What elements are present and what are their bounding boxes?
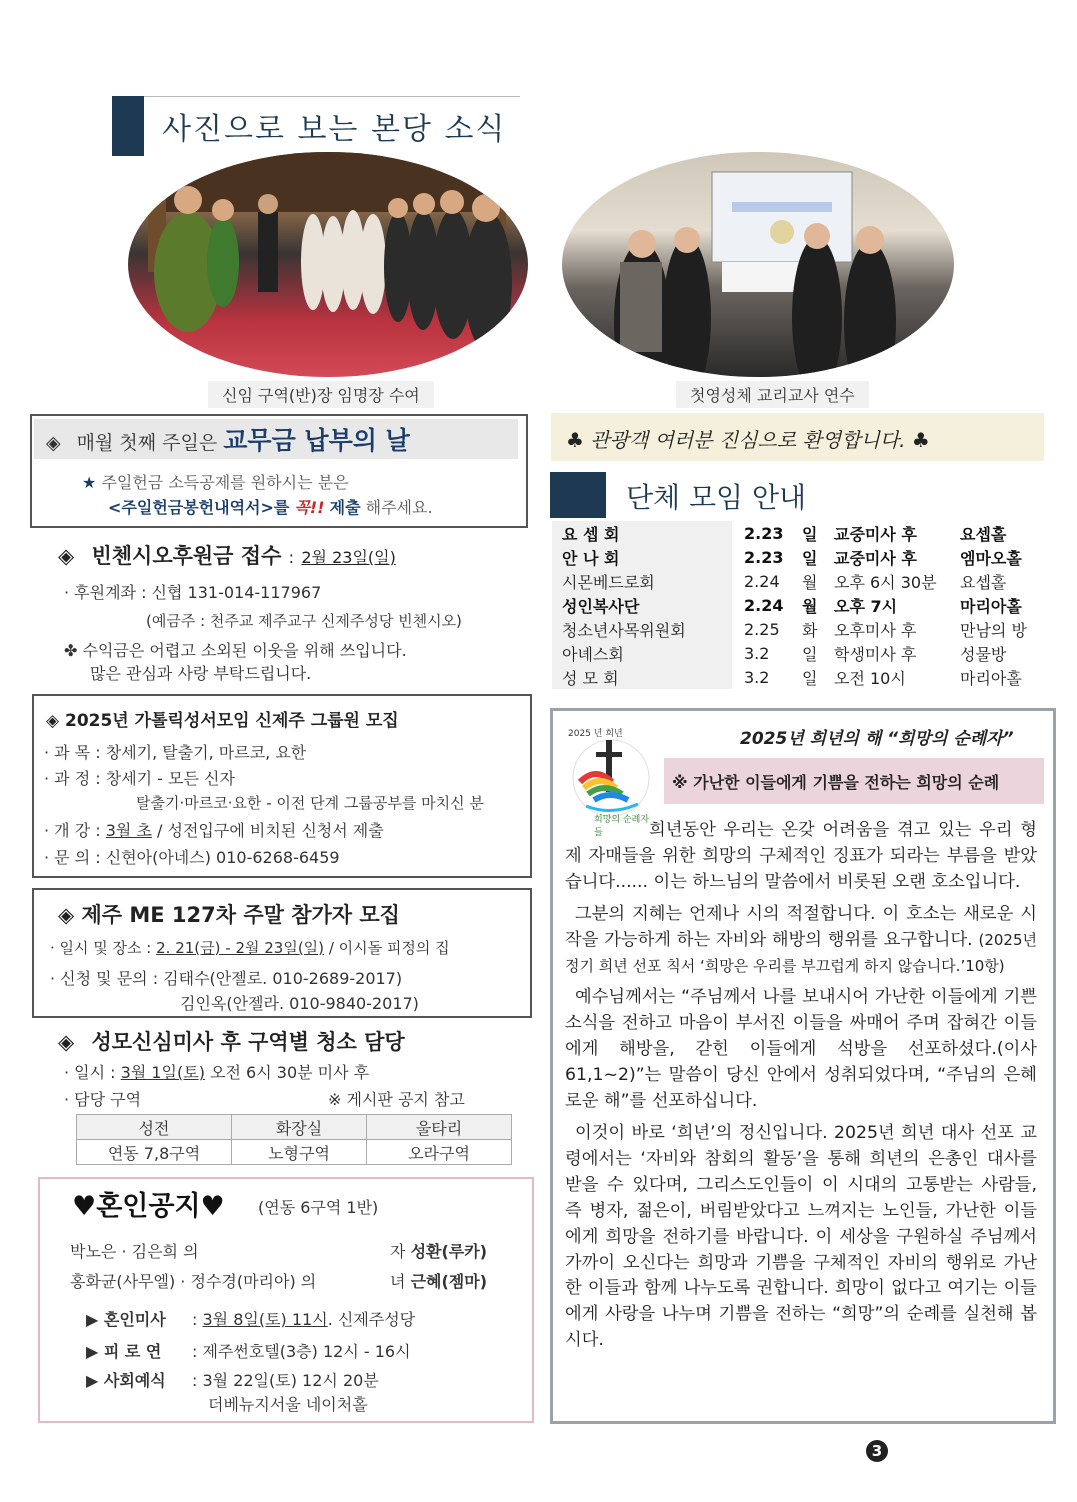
bible-study-title: ◈ 2025년 가톨릭성서모임 신제주 그룹원 모집 xyxy=(46,711,399,731)
vincent-holder: (예금주 : 천주교 제주교구 신제주성당 빈첸시오) xyxy=(146,612,462,630)
table-cell: 노형구역 xyxy=(232,1140,367,1165)
bible-contact: · 문 의 : 신현아(아네스) 010-6268-6459 xyxy=(44,848,340,867)
schedule-place: 만남의 방 xyxy=(960,620,1027,640)
groups-accent-bar xyxy=(550,472,606,518)
schedule-name: 안 나 회 xyxy=(552,545,732,569)
table-cell: 연동 7,8구역 xyxy=(77,1140,232,1165)
groom-parents: 박노은 · 김은희 의 xyxy=(70,1242,199,1261)
schedule-time: 교중미사 후 xyxy=(834,548,917,568)
photo-training-scene xyxy=(562,152,954,377)
schedule-date: 3.2 xyxy=(744,643,770,663)
me-place: · 일시 및 장소 : 2. 21(금) - 2월 23일(일) / 이시돌 피정의 집 xyxy=(50,939,450,957)
cleaning-title: ◈ 성모신심미사 후 구역별 청소 담당 xyxy=(58,1030,405,1054)
me-apply: 김인옥(안젤라. 010-9840-2017) xyxy=(180,994,419,1013)
cleaning-notice: ※ 게시판 공지 참고 xyxy=(328,1090,465,1109)
jubilee-body xyxy=(565,818,1037,1354)
star-icon: ★ xyxy=(82,473,97,492)
schedule-place: 마리아홀 xyxy=(960,668,1022,688)
schedule-place: 마리아홀 xyxy=(960,596,1022,616)
bride-parents: 홍화균(사무엘) · 정수경(마리아) 의 xyxy=(70,1272,317,1291)
schedule-date: 2.24 xyxy=(744,571,780,591)
vincent-title: ◈ 빈첸시오후원금 접수 : 2월 23일(일) xyxy=(58,544,396,568)
page-title: 사진으로 보는 본당 소식 xyxy=(162,112,507,147)
ceremony-venue: 더베뉴지서울 네이처홀 xyxy=(208,1395,368,1414)
schedule-name: 요 셉 회 xyxy=(552,521,732,545)
schedule-day: 일 xyxy=(802,548,818,568)
bible-opening: · 개 강 : 3월 초 / 성전입구에 비치된 신청서 제출 xyxy=(44,821,384,840)
schedule-row xyxy=(552,665,1027,689)
schedule-place: 엠마오홀 xyxy=(960,548,1022,568)
vincent-note: 많은 관심과 사랑 부탁드립니다. xyxy=(90,664,312,683)
schedule-place: 성물방 xyxy=(960,644,1007,664)
logo-text: 2025 년 희년 xyxy=(568,729,623,739)
jubilee-logo-graphic xyxy=(566,726,656,824)
schedule-row xyxy=(552,521,1027,545)
schedule-day: 화 xyxy=(802,620,818,640)
photo-caption: 신임 구역(반)장 임명장 수여 xyxy=(208,381,434,408)
schedule-date: 2.24 xyxy=(744,595,784,615)
marriage-title: ♥혼인공지♥ xyxy=(72,1191,225,1222)
jubilee-paragraph: 예수님께서는 “주님께서 나를 보내시어 가난한 이들에게 기쁜 소식을 전하고 마음이 부서진 이들을 싸매어 주며 잡혀간 이들에게 해방을, 갇힌 이들에게 석방을 선포하셨다.(이사61,1~2)”는 말씀이 당신 안에서 성취되었다며, “주님의 은혜로운 해”를 선포하십니다. xyxy=(565,987,1037,1112)
photo-caption: 첫영성체 교리교사 연수 xyxy=(676,381,869,408)
table-cell: 오라구역 xyxy=(367,1140,512,1165)
cleaning-table xyxy=(76,1114,512,1165)
schedule-date: 3.2 xyxy=(744,667,770,687)
schedule-day: 일 xyxy=(802,668,818,688)
bible-course: · 과 정 : 창세기 - 모든 신자 xyxy=(44,769,235,788)
schedule-name: 시몬베드로회 xyxy=(552,569,732,593)
table-header: 울타리 xyxy=(367,1115,512,1140)
schedule-name: 성 모 회 xyxy=(552,665,732,689)
table-header: 화장실 xyxy=(232,1115,367,1140)
jubilee-subtitle: ※ 가난한 이들에게 기쁨을 전하는 희망의 순례 xyxy=(672,773,1000,792)
cleaning-time: · 일시 : 3월 1일(토) 오전 6시 30분 미사 후 xyxy=(64,1063,370,1082)
schedule-place: 요셉홀 xyxy=(960,524,1007,544)
bible-subject: · 과 목 : 창세기, 탈출기, 마르코, 요한 xyxy=(44,743,307,762)
schedule-date: 2.25 xyxy=(744,619,780,639)
ceremony-info: : 3월 22일(토) 12시 20분 xyxy=(192,1371,379,1390)
schedule-day: 일 xyxy=(802,524,818,544)
schedule-name: 성인복사단 xyxy=(552,593,732,617)
schedule-time: 학생미사 후 xyxy=(834,644,917,664)
offering-day-title: ◈ 매월 첫째 주일은 교무금 납부의 날 xyxy=(46,426,410,455)
schedule-row xyxy=(552,545,1027,569)
schedule-row xyxy=(552,593,1027,617)
offering-day-line: <주일헌금봉헌내역서>를 꼭!! 제출 해주세요. xyxy=(108,498,433,517)
reception-info: : 제주썬호텔(3층) 12시 - 16시 xyxy=(192,1342,411,1361)
schedule-day: 월 xyxy=(802,596,818,616)
photo-appointment-ceremony xyxy=(128,152,528,377)
schedule-day: 일 xyxy=(802,644,818,664)
bible-course-advanced: 탈출기·마르코·요한 - 이전 단계 그룹공부를 마치신 분 xyxy=(136,794,484,812)
groom: 자 성환(루카) xyxy=(390,1242,488,1261)
schedule-row xyxy=(552,641,1027,665)
jubilee-header: 2025년 희년의 해 “희망의 순례자” xyxy=(740,729,1014,749)
groups-schedule xyxy=(552,521,1027,689)
schedule-name: 아녜스회 xyxy=(552,641,732,665)
schedule-row xyxy=(552,617,1027,641)
header-accent-bar xyxy=(112,96,144,156)
cleaning-dist: · 담당 구역 xyxy=(64,1090,142,1109)
page-number: 3 xyxy=(866,1440,888,1462)
jubilee-paragraph: 희년동안 우리는 온갖 어려움을 겪고 있는 우리 형제 자매들을 위한 희망의 구체적인 징표가 되라는 부름을 받았습니다...... 이는 하느님의 말씀에서 비롯된 오랜 호소입니다. xyxy=(565,820,1037,892)
schedule-time: 오후 6시 30분 xyxy=(834,572,937,592)
jubilee-logo xyxy=(566,726,656,838)
schedule-date: 2.23 xyxy=(744,523,784,543)
schedule-time: 오전 10시 xyxy=(834,668,906,688)
ceremony-label: ▶ 사회예식 xyxy=(86,1371,166,1390)
logo-text: 희망의 순례자들 xyxy=(594,815,650,838)
vincent-note: ✤ 수익금은 어렵고 소외된 이웃을 위해 쓰입니다. xyxy=(64,641,407,660)
tourist-welcome: ♣ 관광객 여러분 진심으로 환영합니다. ♣ xyxy=(566,428,930,452)
flower-icon: ✤ xyxy=(64,641,78,660)
schedule-day: 월 xyxy=(802,572,818,592)
schedule-name: 청소년사목위원회 xyxy=(552,617,732,641)
marriage-district: (연동 6구역 1반) xyxy=(258,1198,379,1217)
jubilee-paragraph: 그분의 지혜는 언제나 시의 적절합니다. 이 호소는 새로운 시작을 가능하게 하는 자비와 해방의 행위를 요구합니다. (2025년 정기 희년 선포 칙서 ‘희망은 우리를 부끄럽게 하지 않습니다.’10항) xyxy=(565,903,1038,975)
wedding-mass-label: ▶ 혼인미사 xyxy=(86,1310,166,1329)
jubilee-paragraph: 이것이 바로 ‘희년’의 정신입니다. 2025년 희년 대사 선포 교령에서는 ‘자비와 참회의 활동’을 통해 희년의 은총인 대사를 받을 수 있다며, 그리스도인들이 이 시대의 고통받는 사람들, 즉 병자, 젊은이, 버림받았다고 느껴지는 노인들, 가난한 이들에게 희망을 전하기를 바랍니다. 이 세상을 구원하실 주님께서 가까이 오신다는 희망과 기쁨을 구체적인 자비의 행위로 가난한 이들과 함께 나누도록 권합니다. 희망이 없다고 여기는 이들에게 사랑을 나누며 기쁨을 전하는 “희망”의 순례를 실천해 봅시다. xyxy=(565,1122,1037,1351)
schedule-date: 2.23 xyxy=(744,547,784,567)
groups-title: 단체 모임 안내 xyxy=(626,481,807,514)
wedding-mass-info: : 3월 8일(토) 11시. 신제주성당 xyxy=(192,1310,416,1329)
reception-label: ▶ 피 로 연 xyxy=(86,1342,162,1361)
offering-day-highlight: 교무금 납부의 날 xyxy=(223,426,410,455)
bride: 녀 근혜(젬마) xyxy=(390,1272,488,1291)
me-apply: · 신청 및 문의 : 김태수(안젤로. 010-2689-2017) xyxy=(50,969,403,988)
me-weekend-title: ◈ 제주 ME 127차 주말 참가자 모집 xyxy=(58,903,400,927)
table-header: 성전 xyxy=(77,1115,232,1140)
schedule-place: 요셉홀 xyxy=(960,572,1007,592)
schedule-row xyxy=(552,569,1027,593)
vincent-account: · 후원계좌 : 신협 131-014-117967 xyxy=(64,583,322,602)
photo-teacher-training xyxy=(562,152,954,377)
schedule-time: 오후 7시 xyxy=(834,596,898,616)
schedule-time: 교중미사 후 xyxy=(834,524,917,544)
header-rule xyxy=(144,96,520,97)
offering-day-line: ★ 주일헌금 소득공제를 원하시는 분은 xyxy=(82,473,349,492)
photo-appointment-scene xyxy=(128,152,528,377)
schedule-time: 오후미사 후 xyxy=(834,620,917,640)
